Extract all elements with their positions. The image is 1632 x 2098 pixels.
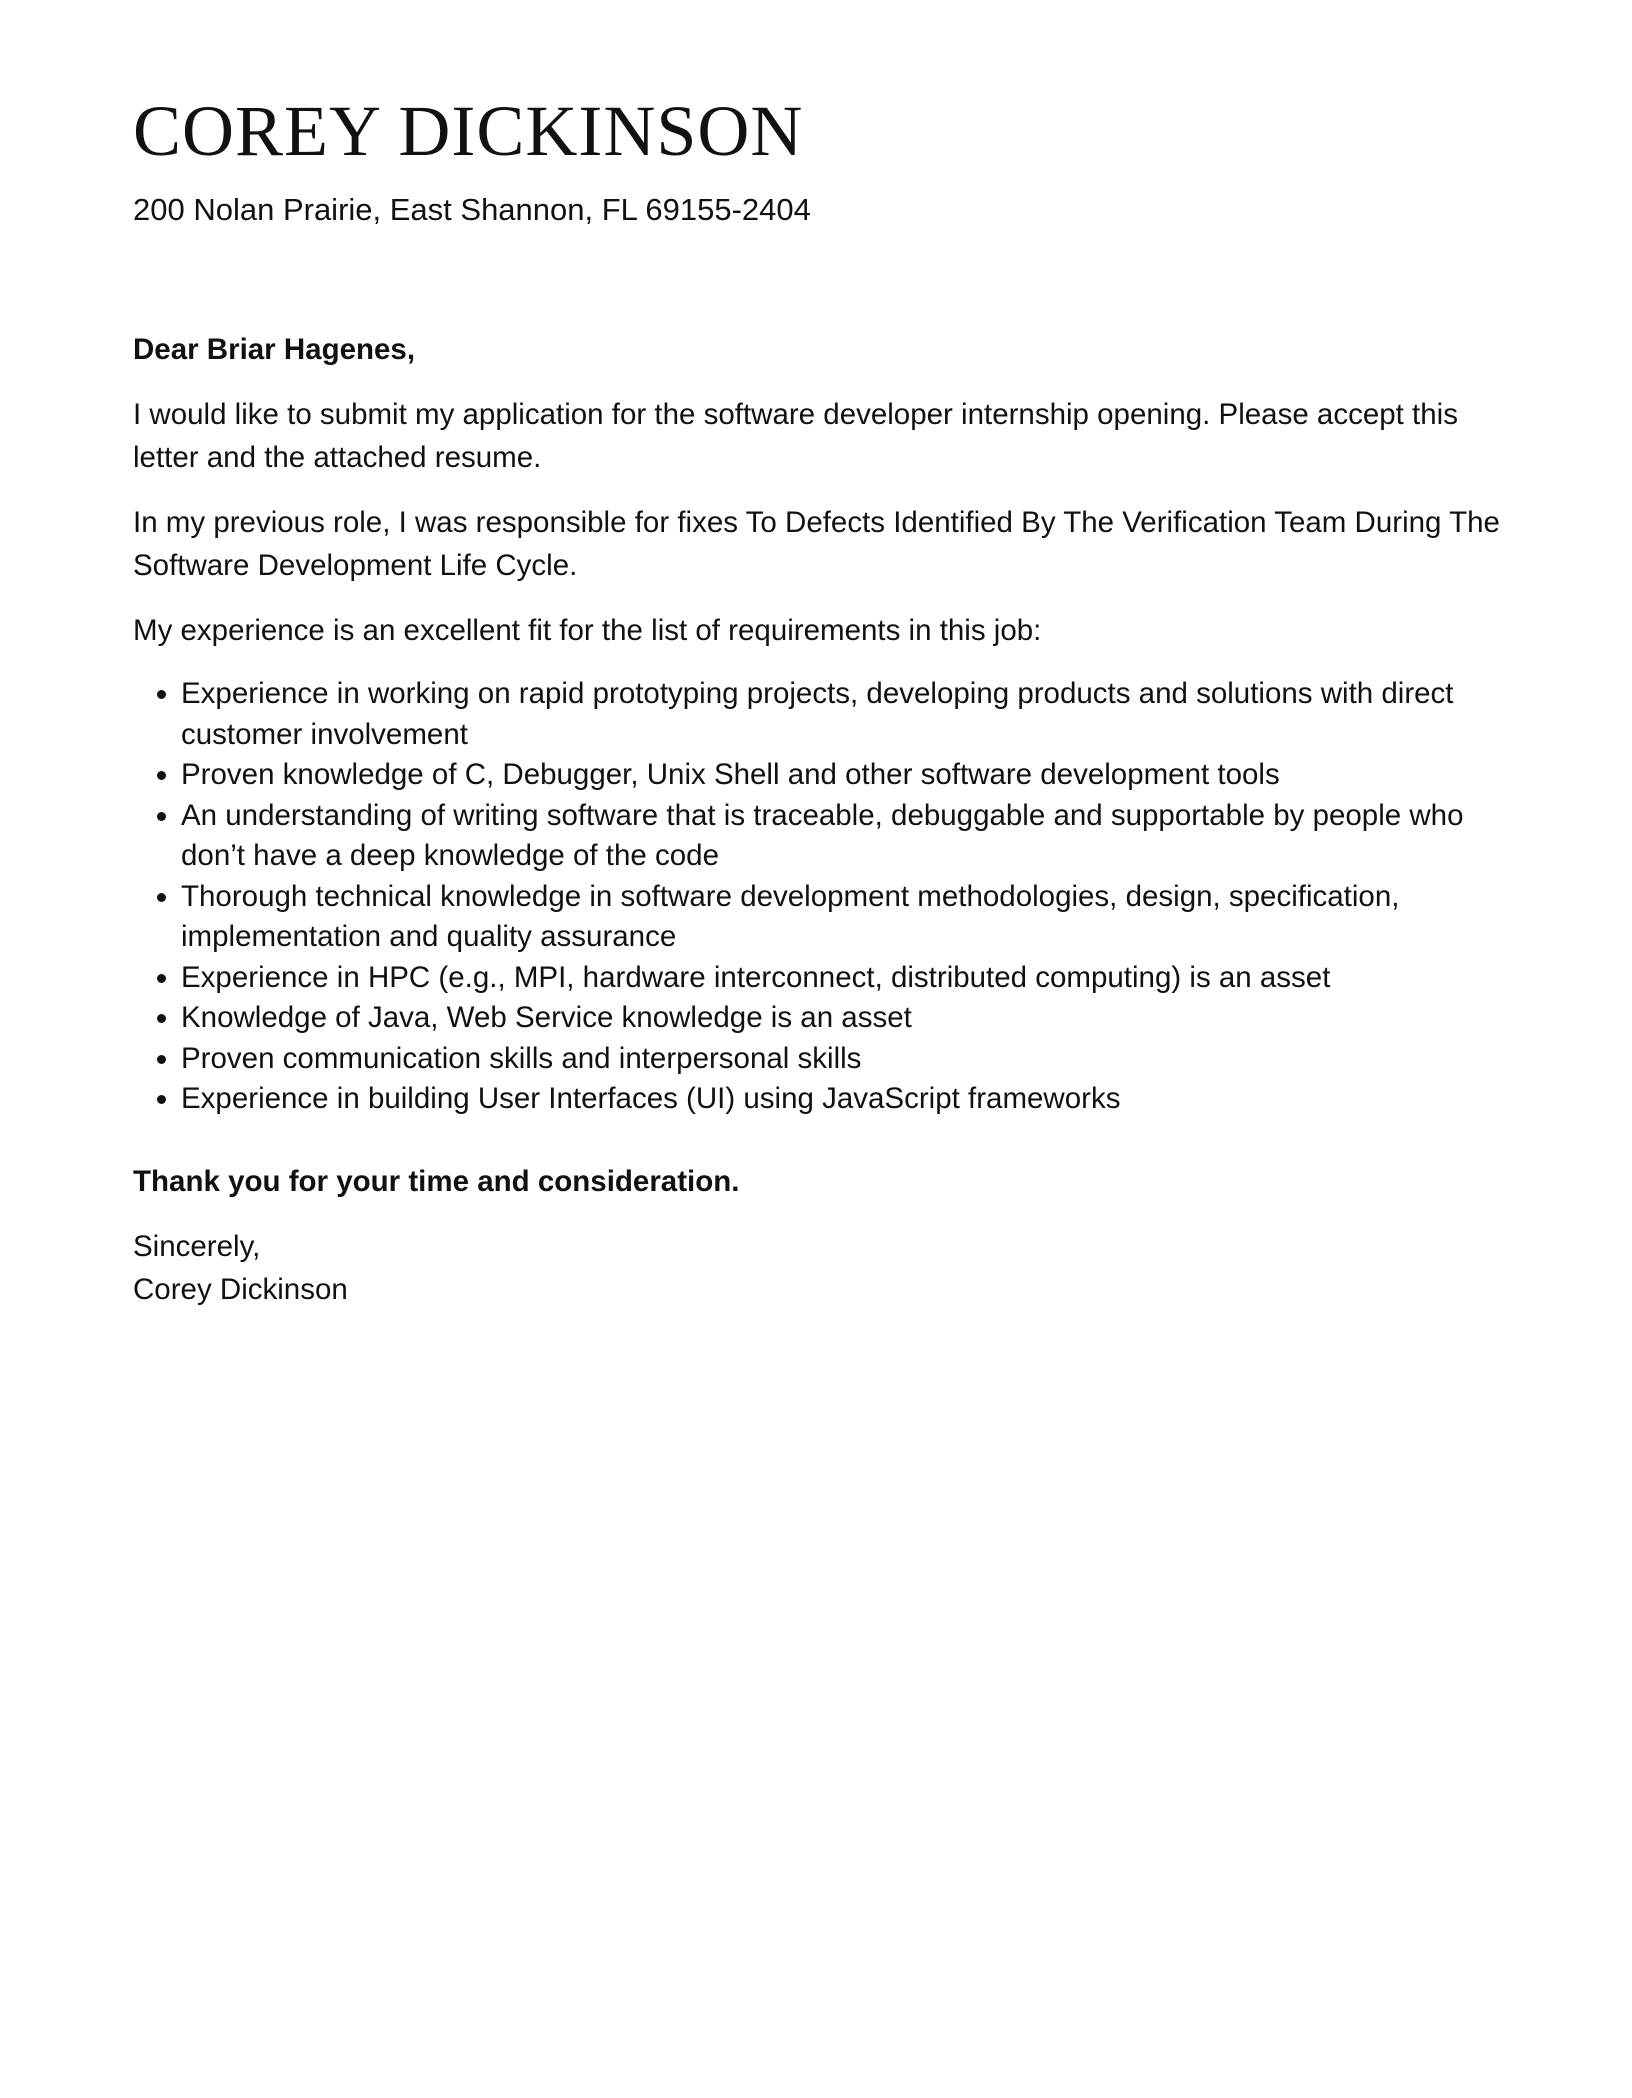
list-item: • Proven communication skills and interpersonal skills xyxy=(181,1039,1503,1080)
requirements-list xyxy=(133,674,1503,1120)
closing-line: Thank you for your time and consideration. xyxy=(133,1164,740,1198)
letter-body xyxy=(133,328,1503,1311)
paragraph-intro: I would like to submit my application for the software developer internship opening. Please accept this letter and the attached resume. xyxy=(133,398,1458,474)
list-item: • Experience in building User Interfaces (UI) using JavaScript frameworks xyxy=(181,1079,1503,1120)
list-item: • Experience in working on rapid prototyping projects, developing products and solutions with direct customer involvement xyxy=(181,674,1503,755)
applicant-address: 200 Nolan Prairie, East Shannon, FL 69155-2404 xyxy=(133,192,811,227)
list-item: • Experience in HPC (e.g., MPI, hardware interconnect, distributed computing) is an asset xyxy=(181,958,1503,999)
signoff-block xyxy=(133,1225,1503,1311)
list-item: • Thorough technical knowledge in software development methodologies, design, specification, implementation and quality assurance xyxy=(181,877,1503,958)
list-item: • An understanding of writing software that is traceable, debuggable and supportable by people who don’t have a deep knowledge of the code xyxy=(181,796,1503,877)
applicant-name: COREY DICKINSON xyxy=(133,91,804,171)
salutation: Dear Briar Hagenes, xyxy=(133,333,416,366)
list-item: • Proven knowledge of C, Debugger, Unix Shell and other software development tools xyxy=(181,755,1503,796)
signature-name: Corey Dickinson xyxy=(133,1272,348,1306)
paragraph-previous-role: In my previous role, I was responsible for fixes To Defects Identified By The Verification Team During The Software Development Life Cycle. xyxy=(133,506,1500,582)
paragraph-requirements-lead: My experience is an excellent fit for the list of requirements in this job: xyxy=(133,614,1042,647)
cover-letter-page xyxy=(133,90,1503,1311)
signoff-text: Sincerely, xyxy=(133,1229,261,1263)
list-item: • Knowledge of Java, Web Service knowledge is an asset xyxy=(181,998,1503,1039)
